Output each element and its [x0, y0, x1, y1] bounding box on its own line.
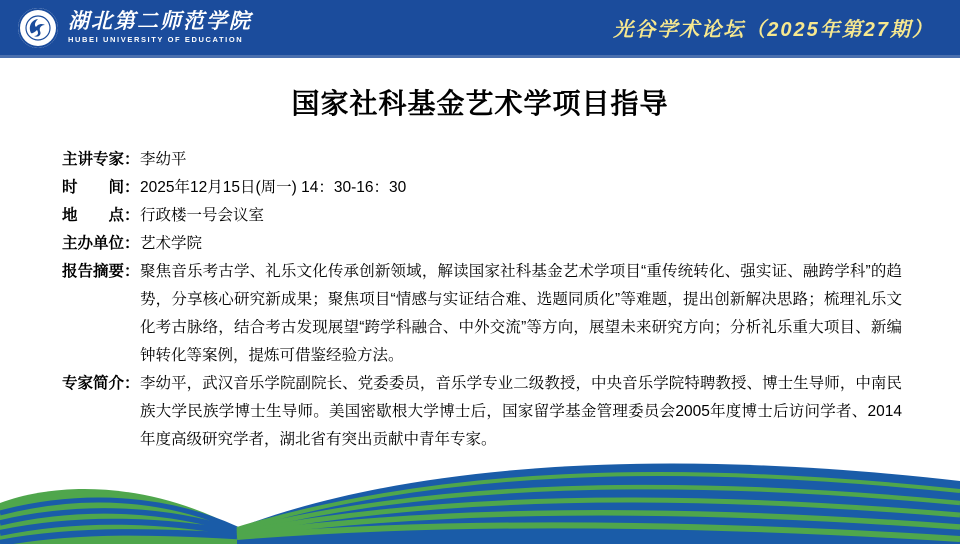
emblem-swirl-icon: [25, 15, 51, 41]
field-label: 地 点：: [62, 207, 140, 224]
field-value: 行政楼一号会议室: [140, 207, 265, 224]
open-book-wave-decoration: [0, 449, 960, 544]
forum-series-label: 光谷学术论坛（2025年第27期）: [613, 19, 934, 41]
info-row-speaker: [62, 146, 902, 174]
field-value: 聚焦音乐考古学、礼乐文化传承创新领域，解读国家社科基金艺术学项目“重传统转化、强实证、融跨学科”的趋势，分享核心研究新成果；聚焦项目“情感与实证结合难、选题同质化”等难题，提出创新解决思路；梳理礼乐文化考古脉络，结合考古发现展望“跨学科融合、中外交流”等方向，展望未来研究方向；分析礼乐重大项目、新编钟转化等案例，提炼可借鉴经验方法。: [140, 263, 902, 364]
field-label: 专家简介：: [62, 375, 140, 392]
info-row-abstract: [62, 258, 902, 370]
university-name-en: HUBEI UNIVERSITY OF EDUCATION: [68, 35, 244, 45]
field-label: 主讲专家：: [62, 151, 140, 168]
field-value: 2025年12月15日(周一) 14：30-16：30: [140, 179, 407, 196]
field-value: 李幼平，武汉音乐学院副院长、党委委员，音乐学专业二级教授，中央音乐学院特聘教授、博士生导师，中南民族大学民族学博士生导师。美国密歇根大学博士后，国家留学基金管理委员会2005年度博士后访问学者、2014年度高级研究学者，湖北省有突出贡献中青年专家。: [140, 375, 902, 448]
header-banner: [0, 0, 960, 58]
university-name-cn: 湖北第二师范学院: [68, 10, 252, 34]
university-logo-icon: [18, 8, 58, 48]
university-name: [68, 10, 252, 44]
university-brand: [18, 8, 252, 48]
field-value: 李幼平: [140, 151, 187, 168]
field-label: 时 间：: [62, 179, 140, 196]
page-title: 国家社科基金艺术学项目指导: [291, 88, 669, 119]
info-row-organizer: [62, 230, 902, 258]
field-label: 主办单位：: [62, 235, 140, 252]
field-label: 报告摘要：: [62, 263, 140, 280]
field-value: 艺术学院: [140, 235, 203, 252]
lecture-info-list: [62, 146, 902, 454]
info-row-location: [62, 202, 902, 230]
info-row-time: [62, 174, 902, 202]
info-row-bio: [62, 370, 902, 454]
